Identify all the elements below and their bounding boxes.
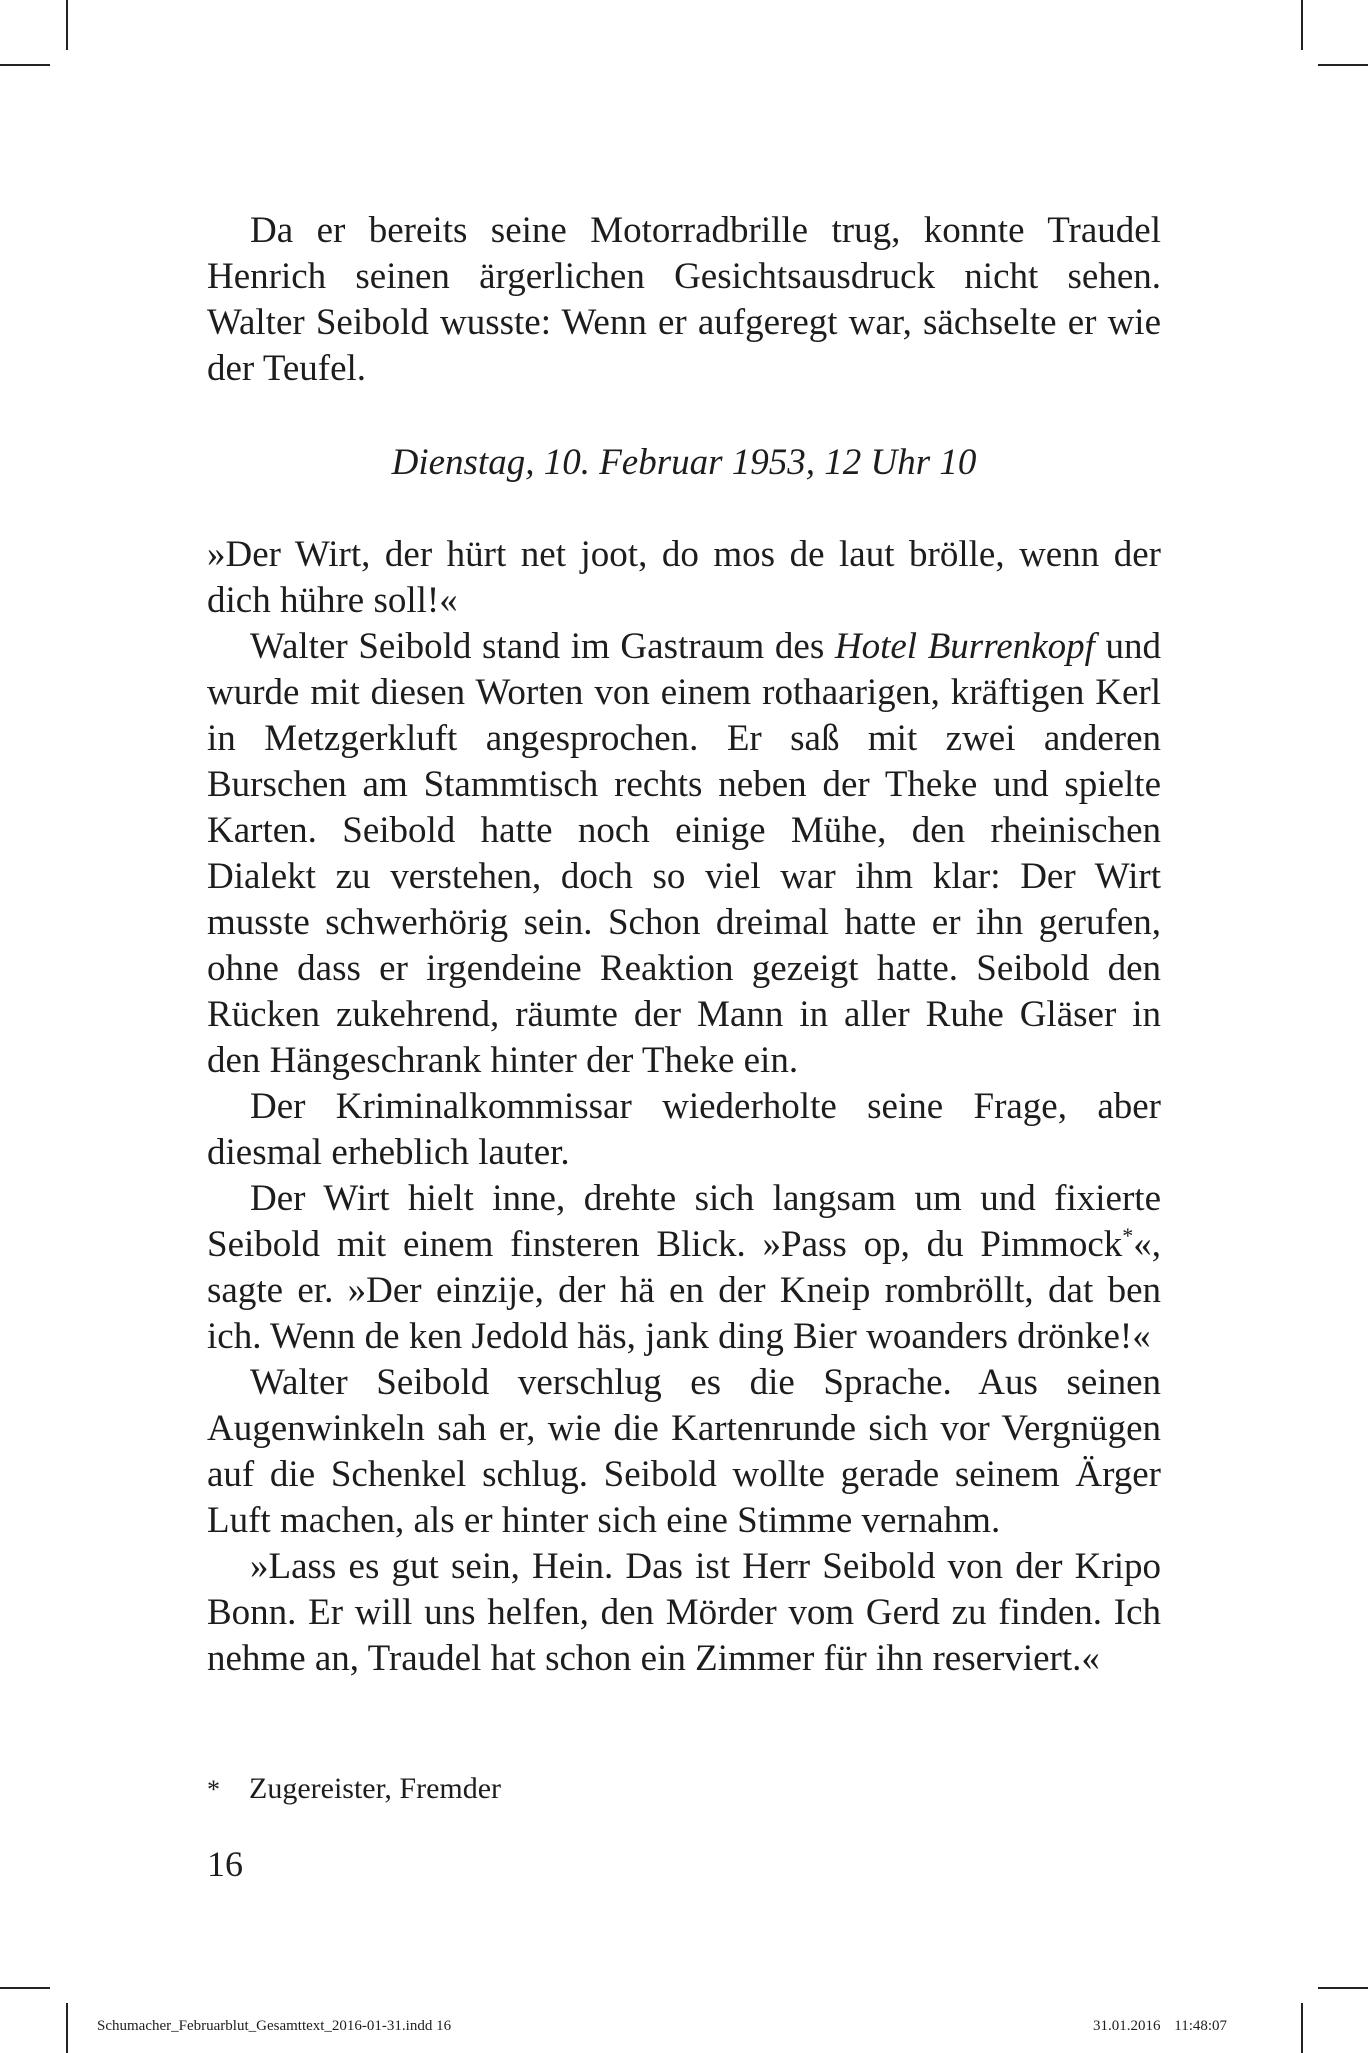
crop-mark-top-left-vertical <box>66 0 68 50</box>
crop-mark-bottom-left-horizontal <box>0 1987 50 1989</box>
paragraph-6: »Lass es gut sein, Hein. Das ist Herr Seibold von der Kripo Bonn. Er will uns helfen, den Mörder vom Gerd zu finden. Ich nehme an, Traudel hat schon ein Zimmer für ihn reserviert.« <box>207 1546 1161 1679</box>
paragraph-4 <box>207 1176 1161 1360</box>
crop-mark-top-left-horizontal <box>0 64 50 66</box>
paragraph-3: Der Kriminalkommissar wiederholte seine Frage, aber diesmal erheblich lauter. <box>207 1086 1161 1173</box>
crop-mark-bottom-right-vertical <box>1301 2003 1303 2053</box>
paragraph-2-rest: und wurde mit diesen Worten von einem rothaarigen, kräftigen Kerl in Metzgerkluft angesprochen. Er saß mit zwei anderen Burschen am Stammtisch rechts neben der Theke und spielte Karten. Seibold hatte noch einige Mühe, den rheinischen Dialekt zu verstehen, doch so viel war ihm klar: Der Wirt musste schwerhörig sein. Schon dreimal hatte er ihn gerufen, ohne dass er irgendeine Reaktion gezeigt hatte. Seibold den Rücken zukehrend, räumte der Mann in aller Ruhe Gläser in den Hängeschrank hinter der Theke ein. <box>207 626 1162 1081</box>
paragraph-intro: Da er bereits seine Motorradbrille trug, konnte Traudel Henrich seinen ärgerlichen Gesichtsausdruck nicht sehen. Walter Seibold wusste: Wenn er aufgeregt war, sächselte er wie der Teufel. <box>207 210 1161 389</box>
body-text-top <box>207 208 1161 392</box>
crop-mark-bottom-left-vertical <box>66 2003 68 2053</box>
footnote <box>207 1769 501 1810</box>
page-number: 16 <box>207 1844 243 1884</box>
footnote-reference: * <box>1122 1223 1134 1248</box>
crop-mark-top-right-horizontal <box>1318 64 1368 66</box>
hotel-name: Hotel Burrenkopf <box>834 626 1095 667</box>
paragraph-1: »Der Wirt, der hürt net joot, do mos de laut brölle, wenn der dich hühre soll!« <box>207 534 1161 621</box>
slug-datetime: 31.01.2016 11:48:07 <box>1093 2018 1228 2034</box>
paragraph-2-start: Walter Seibold stand im Gastraum des <box>250 626 835 667</box>
paragraph-5: Walter Seibold verschlug es die Sprache. Aus seinen Augenwinkeln sah er, wie die Kartenrunde sich vor Vergnügen auf die Schenkel schlug. Seibold wollte gerade seinem Ärger Luft machen, als er hinter sich eine Stimme vernahm. <box>207 1362 1161 1541</box>
slug-filename: Schumacher_Februarblut_Gesamttext_2016-01-31.indd 16 <box>97 2018 452 2034</box>
paragraph-4-start: Der Wirt hielt inne, drehte sich langsam um und fixierte Seibold mit einem finsteren Blick. »Pass op, du Pimmock <box>207 1178 1161 1265</box>
footnote-text: Zugereister, Fremder <box>249 1772 502 1805</box>
paragraph-4-rest: «, sagte er. »Der einzije, der hä en der Kneip rombröllt, dat ben ich. Wenn de ken Jedold häs, jank ding Bier woanders drönke!« <box>207 1224 1161 1357</box>
scene-heading: Dienstag, 10. Februar 1953, 12 Uhr 10 <box>391 442 977 483</box>
crop-mark-top-right-vertical <box>1301 0 1303 50</box>
paragraph-2 <box>207 624 1161 1084</box>
footnote-marker: * <box>207 1775 220 1804</box>
crop-mark-bottom-right-horizontal <box>1318 1987 1368 1989</box>
body-text-main <box>207 532 1161 1682</box>
